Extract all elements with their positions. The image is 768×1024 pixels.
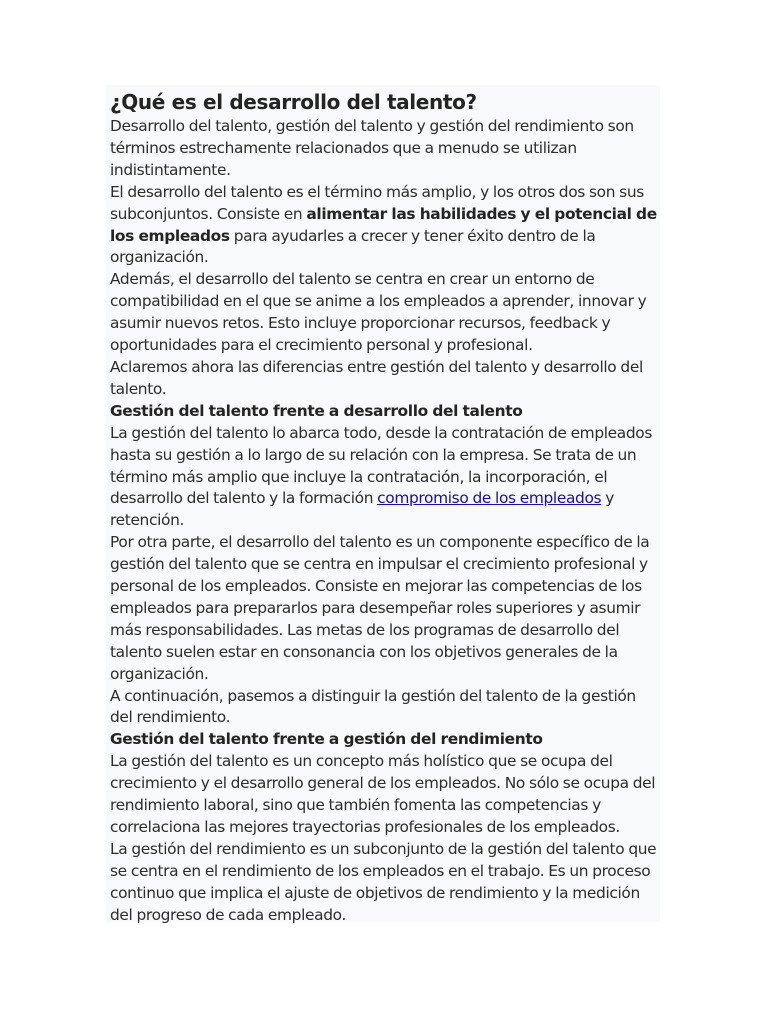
bold-emphasis: alimentar las habilidades y el potencial de los empleados (110, 204, 657, 245)
paragraph-next-section: A continuación, pasemos a distinguir la gestión del talento de la gestión del rendimiento. (110, 686, 636, 727)
paragraph-environment: Además, el desarrollo del talento se centra en crear un entorno de compatibilidad en el que se anime a los empleados a aprender, innovar y asumir nuevos retos. Esto incluye proporcionar recursos, feedback y oportunidades para el crecimiento personal y profesional. (110, 270, 647, 355)
employee-engagement-link[interactable]: compromiso de los empleados (377, 489, 602, 508)
paragraph-definition (110, 182, 660, 270)
article-title: ¿Qué es el desarrollo del talento? (110, 90, 477, 114)
paragraph-holistic-concept: La gestión del talento es un concepto más holístico que se ocupa del crecimiento y el desarrollo general de los empleados. No sólo se ocupa del rendimiento laboral, sino que también fomenta las competencias y correlaciona las mejores trayectorias profesionales de los empleados. (110, 752, 656, 836)
paragraph-transition: Aclaremos ahora las diferencias entre gestión del talento y desarrollo del talento. (110, 357, 643, 398)
paragraph-talent-management-text-start: La gestión del talento lo abarca todo, desde la contratación de empleados hasta su gestión a lo largo de su relación con la empresa. Se trata de un término más amplio que incluye la contratación, la incorporación, el desarrollo del talento y la formación (110, 423, 653, 508)
paragraph-definition-text-end: para ayudarles a crecer y tener éxito dentro de la organización. (110, 226, 596, 267)
subheading-talent-vs-performance-management: Gestión del talento frente a gestión del rendimiento (110, 730, 543, 749)
subheading-talent-management-vs-development: Gestión del talento frente a desarrollo del talento (110, 401, 523, 420)
paragraph-intro: Desarrollo del talento, gestión del talento y gestión del rendimiento son términos estrechamente relacionados que a menudo se utilizan indistintamente. (110, 117, 634, 179)
paragraph-talent-development: Por otra parte, el desarrollo del talento es un componente específico de la gestión del talento que se centra en impulsar el crecimiento profesional y personal de los empleados. Consiste en mejorar las competencias de los empleados para prepararlos para desempeñar roles superiores y asumir más responsabilidades. Las metas de los programas de desarrollo del talento suelen estar en consonancia con los objetivos generales de la organización. (110, 533, 650, 683)
article-section (106, 85, 660, 922)
paragraph-talent-management-text-end: y retención. (110, 489, 615, 530)
paragraph-talent-management (110, 423, 660, 533)
article-body (110, 116, 660, 927)
paragraph-performance-management: La gestión del rendimiento es un subconjunto de la gestión del talento que se centra en el rendimiento de los empleados en el trabajo. Es un proceso continuo que implica el ajuste de objetivos de rendimiento y la medición del progreso de cada empleado. (110, 839, 657, 924)
paragraph-definition-text-start: El desarrollo del talento es el término más amplio, y los otros dos son sus subconjuntos. Consiste en (110, 182, 644, 223)
